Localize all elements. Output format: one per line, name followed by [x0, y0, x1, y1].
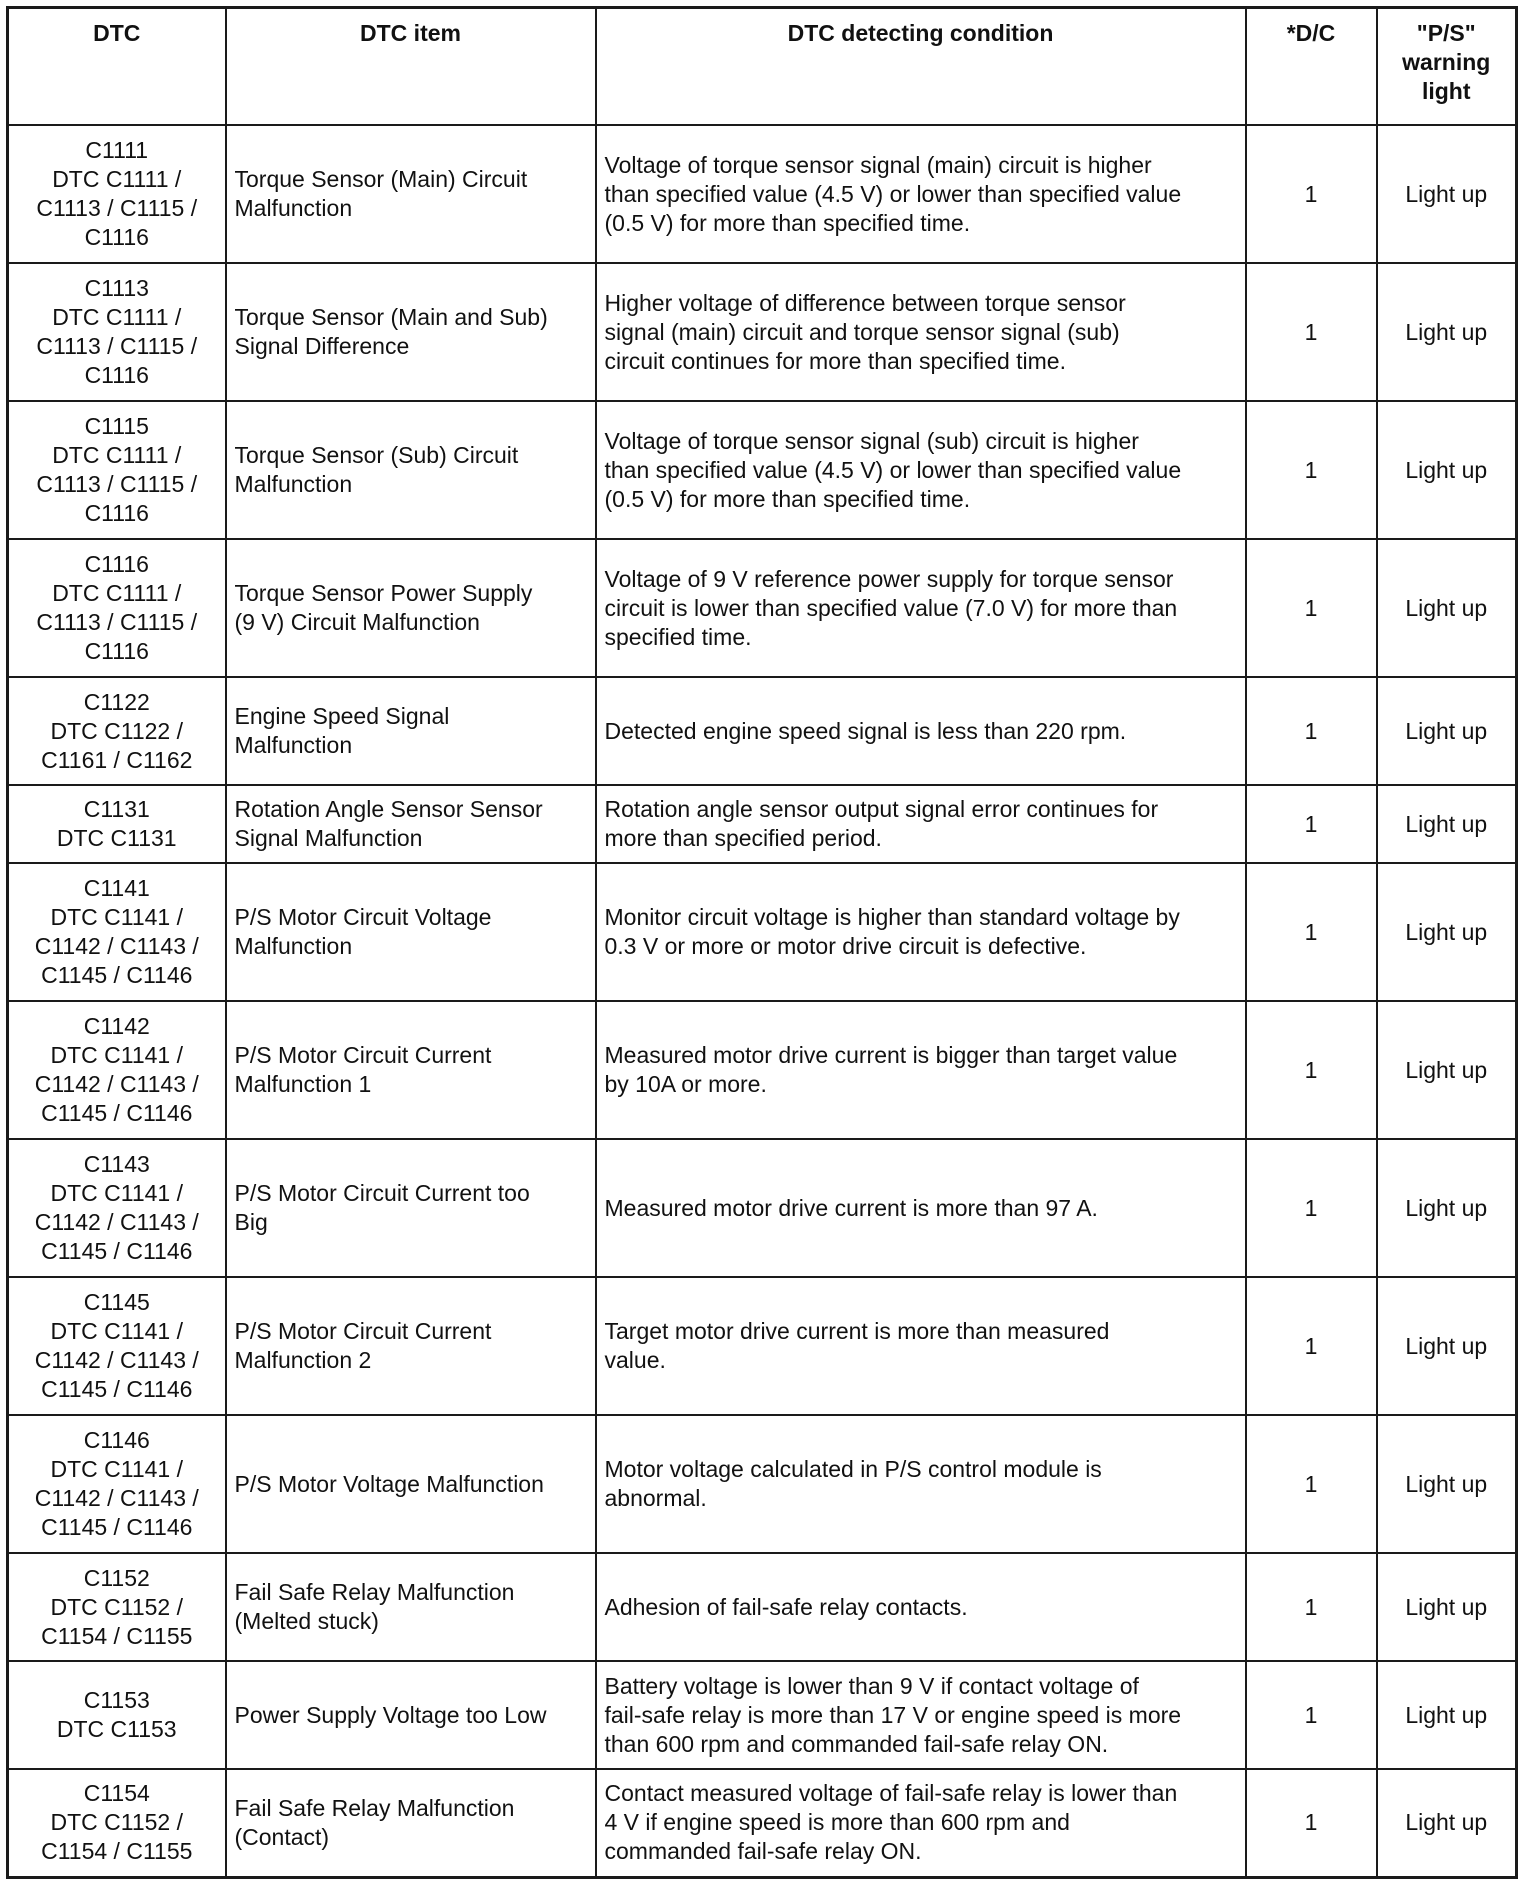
detecting-condition-cell-line: more than specified period. [604, 825, 882, 851]
dtc-item-cell-line: Signal Malfunction [234, 825, 423, 851]
detecting-condition-cell-line: than 600 rpm and commanded fail-safe relay ON. [604, 1730, 1109, 1757]
table-row [8, 539, 1517, 677]
dc-cell: 1 [1246, 539, 1377, 677]
detecting-condition-cell [596, 1553, 1246, 1661]
dtc-item-cell-line: (9 V) Circuit Malfunction [234, 609, 480, 635]
dtc-code-cell-line: C1145 / C1146 [41, 1376, 193, 1402]
dtc-item-cell-line: Malfunction [234, 933, 353, 959]
dtc-item-cell [226, 125, 596, 263]
dtc-code-cell-line: C1142 [83, 1013, 150, 1039]
dc-cell: 1 [1246, 785, 1377, 863]
dtc-item-cell [226, 539, 596, 677]
table-row [8, 1139, 1517, 1277]
dtc-code-cell-line: C1154 [83, 1780, 150, 1807]
dtc-item-cell [226, 1769, 596, 1877]
dtc-code-cell [8, 1661, 226, 1769]
dtc-item-cell [226, 401, 596, 539]
detecting-condition-cell-line: commanded fail-safe relay ON. [604, 1838, 922, 1865]
header-row [8, 8, 1517, 126]
dtc-code-cell-line: DTC C1153 [56, 1716, 177, 1742]
dtc-code-cell-line: C1115 [84, 413, 149, 439]
detecting-condition-cell [596, 1769, 1246, 1877]
table-row [8, 1415, 1517, 1553]
dtc-item-cell [226, 785, 596, 863]
detecting-condition-cell-line: Motor voltage calculated in P/S control module is [604, 1456, 1102, 1482]
detecting-condition-cell-line: Contact measured voltage of fail-safe relay is lower than [604, 1780, 1178, 1807]
detecting-condition-cell [596, 1277, 1246, 1415]
dc-cell: 1 [1246, 1277, 1377, 1415]
detecting-condition-cell-line: Adhesion of fail-safe relay contacts. [604, 1593, 968, 1620]
detecting-condition-cell-line: (0.5 V) for more than specified time. [604, 209, 971, 236]
dc-cell: 1 [1246, 1139, 1377, 1277]
warning-light-cell: Light up [1377, 1769, 1517, 1877]
detecting-condition-cell-line: Monitor circuit voltage is higher than standard voltage by [604, 904, 1180, 930]
dtc-code-cell [8, 1277, 226, 1415]
warning-light-cell: Light up [1377, 263, 1517, 401]
dtc-code-cell-line: DTC C1111 / [52, 580, 182, 606]
dtc-code-cell [8, 539, 226, 677]
dtc-code-cell-line: C1161 / C1162 [41, 746, 193, 773]
detecting-condition-cell-line: than specified value (4.5 V) or lower than specified value [604, 456, 1182, 483]
detecting-condition-cell-line: specified time. [604, 623, 752, 650]
detecting-condition-cell-line: 0.3 V or more or motor drive circuit is defective. [604, 933, 1087, 959]
dtc-code-cell [8, 1769, 226, 1877]
dtc-code-cell-line: C1142 / C1143 / [34, 1209, 199, 1235]
dtc-table-body [8, 125, 1517, 1877]
table-row [8, 263, 1517, 401]
dtc-code-cell-line: C1143 [83, 1151, 150, 1177]
dtc-item-cell-line: (Contact) [234, 1823, 330, 1850]
table-row [8, 785, 1517, 863]
dtc-item-cell-line: Power Supply Voltage too Low [234, 1701, 547, 1728]
dtc-item-cell [226, 1661, 596, 1769]
table-row [8, 1769, 1517, 1877]
dtc-code-cell-line: C1153 [83, 1687, 150, 1713]
table-row [8, 863, 1517, 1001]
dtc-item-cell-line: Malfunction [234, 195, 353, 221]
dtc-code-cell-line: C1113 / C1115 / [36, 333, 198, 359]
dtc-code-cell-line: DTC C1111 / [52, 166, 182, 192]
dtc-item-cell [226, 1277, 596, 1415]
dtc-item-cell-line: Malfunction [234, 732, 353, 758]
dtc-item-cell-line: Malfunction 2 [234, 1347, 372, 1373]
dtc-code-cell-line: C1152 [83, 1564, 150, 1591]
warning-light-cell: Light up [1377, 785, 1517, 863]
detecting-condition-cell [596, 263, 1246, 401]
detecting-condition-cell-line: circuit is lower than specified value (7.0 V) for more than [604, 594, 1178, 621]
detecting-condition-cell-line: signal (main) circuit and torque sensor signal (sub) [604, 318, 1120, 345]
dtc-item-cell-line: Rotation Angle Sensor Sensor [234, 796, 543, 822]
detecting-condition-cell-line: Higher voltage of difference between torque sensor [604, 289, 1126, 316]
warning-light-cell: Light up [1377, 539, 1517, 677]
dtc-item-cell-line: Malfunction [234, 471, 353, 497]
detecting-condition-cell-line: Voltage of torque sensor signal (sub) circuit is higher [604, 427, 1139, 454]
detecting-condition-cell-line: Measured motor drive current is more than 97 A. [604, 1194, 1098, 1221]
dtc-item-cell-line: Malfunction 1 [234, 1071, 372, 1097]
dtc-code-cell-line: C1116 [84, 638, 149, 664]
dc-cell: 1 [1246, 263, 1377, 401]
dtc-code-cell-line: C1142 / C1143 / [34, 1485, 199, 1511]
dtc-code-cell-line: C1154 / C1155 [41, 1622, 193, 1649]
header-detecting-condition: DTC detecting condition [596, 8, 1246, 126]
dtc-item-cell-line: Big [234, 1209, 268, 1235]
dc-cell: 1 [1246, 401, 1377, 539]
detecting-condition-cell-line: value. [604, 1347, 666, 1373]
dtc-code-cell-line: C1154 / C1155 [41, 1838, 193, 1865]
dtc-code-cell-line: C1145 / C1146 [41, 1238, 193, 1264]
table-row [8, 1001, 1517, 1139]
detecting-condition-cell [596, 863, 1246, 1001]
dtc-code-cell [8, 263, 226, 401]
dtc-item-cell-line: Engine Speed Signal [234, 703, 450, 729]
dtc-table-container [6, 6, 1518, 1879]
header-warning-light-line: light [1421, 78, 1471, 104]
detecting-condition-cell-line: (0.5 V) for more than specified time. [604, 485, 971, 512]
header-dtc: DTC [8, 8, 226, 126]
warning-light-cell: Light up [1377, 1415, 1517, 1553]
dtc-item-cell [226, 263, 596, 401]
table-row [8, 1553, 1517, 1661]
detecting-condition-cell [596, 1661, 1246, 1769]
dtc-code-cell-line: DTC C1141 / [50, 1318, 183, 1344]
dtc-code-cell [8, 1553, 226, 1661]
dtc-code-cell [8, 1415, 226, 1553]
detecting-condition-cell [596, 677, 1246, 785]
dtc-code-cell-line: DTC C1141 / [50, 1042, 183, 1068]
dtc-code-cell-line: DTC C1131 [56, 825, 177, 851]
dtc-code-cell-line: C1145 / C1146 [41, 1100, 193, 1126]
table-row [8, 677, 1517, 785]
table-row [8, 401, 1517, 539]
dtc-code-cell [8, 1139, 226, 1277]
dtc-item-cell [226, 1139, 596, 1277]
dc-cell: 1 [1246, 1001, 1377, 1139]
warning-light-cell: Light up [1377, 677, 1517, 785]
dtc-code-cell-line: C1145 [83, 1289, 150, 1315]
dtc-code-cell [8, 785, 226, 863]
dtc-code-cell-line: C1141 [83, 875, 150, 901]
dtc-item-cell [226, 677, 596, 785]
dtc-item-cell-line: Signal Difference [234, 333, 410, 359]
dtc-item-cell-line: Fail Safe Relay Malfunction [234, 1579, 515, 1605]
dtc-code-cell-line: C1131 [83, 796, 150, 822]
dc-cell: 1 [1246, 863, 1377, 1001]
detecting-condition-cell-line: Target motor drive current is more than measured [604, 1318, 1110, 1344]
warning-light-cell: Light up [1377, 1553, 1517, 1661]
dtc-code-cell-line: DTC C1141 / [50, 904, 183, 930]
dtc-item-cell-line: P/S Motor Circuit Current [234, 1042, 492, 1068]
detecting-condition-cell-line: fail-safe relay is more than 17 V or engine speed is more [604, 1701, 1182, 1728]
dtc-code-cell-line: C1113 [84, 275, 149, 301]
dtc-code-cell-line: C1122 [83, 688, 150, 715]
table-row [8, 1277, 1517, 1415]
header-warning-light [1377, 8, 1517, 126]
dtc-code-cell-line: DTC C1111 / [52, 442, 182, 468]
detecting-condition-cell [596, 125, 1246, 263]
dtc-item-cell-line: P/S Motor Circuit Current too [234, 1180, 530, 1206]
dtc-code-cell-line: C1116 [84, 500, 149, 526]
dtc-code-cell-line: C1111 [85, 137, 149, 163]
dtc-code-cell [8, 863, 226, 1001]
warning-light-cell: Light up [1377, 125, 1517, 263]
detecting-condition-cell-line: Detected engine speed signal is less than 220 rpm. [604, 717, 1127, 744]
detecting-condition-cell-line: Battery voltage is lower than 9 V if contact voltage of [604, 1672, 1139, 1699]
warning-light-cell: Light up [1377, 401, 1517, 539]
dc-cell: 1 [1246, 1769, 1377, 1877]
dtc-code-cell [8, 125, 226, 263]
detecting-condition-cell-line: circuit continues for more than specified time. [604, 347, 1066, 374]
dtc-item-cell-line: (Melted stuck) [234, 1608, 379, 1634]
dtc-item-cell [226, 863, 596, 1001]
detecting-condition-cell-line: 4 V if engine speed is more than 600 rpm and [604, 1809, 1070, 1836]
dtc-code-cell-line: C1113 / C1115 / [36, 609, 198, 635]
warning-light-cell: Light up [1377, 1277, 1517, 1415]
dtc-item-cell-line: Torque Sensor (Main and Sub) [234, 304, 548, 330]
dtc-code-cell-line: C1116 [84, 551, 149, 577]
detecting-condition-cell-line: Rotation angle sensor output signal error continues for [604, 796, 1159, 822]
dtc-item-cell-line: P/S Motor Voltage Malfunction [234, 1470, 544, 1497]
dtc-item-cell [226, 1553, 596, 1661]
detecting-condition-cell-line: abnormal. [604, 1485, 707, 1511]
detecting-condition-cell-line: Voltage of 9 V reference power supply for torque sensor [604, 565, 1174, 592]
dtc-code-cell-line: C1113 / C1115 / [36, 195, 198, 221]
dtc-item-cell-line: P/S Motor Circuit Current [234, 1318, 492, 1344]
detecting-condition-cell [596, 539, 1246, 677]
detecting-condition-cell-line: Measured motor drive current is bigger than target value [604, 1042, 1178, 1068]
warning-light-cell: Light up [1377, 863, 1517, 1001]
dtc-code-cell-line: C1142 / C1143 / [34, 933, 199, 959]
dc-cell: 1 [1246, 1415, 1377, 1553]
dc-cell: 1 [1246, 1661, 1377, 1769]
detecting-condition-cell [596, 401, 1246, 539]
detecting-condition-cell [596, 1001, 1246, 1139]
dtc-code-cell-line: C1116 [84, 362, 149, 388]
dtc-item-cell-line: Torque Sensor (Sub) Circuit [234, 442, 519, 468]
dtc-code-cell-line: C1145 / C1146 [41, 1514, 193, 1540]
dtc-item-cell-line: Fail Safe Relay Malfunction [234, 1794, 515, 1821]
detecting-condition-cell-line: by 10A or more. [604, 1071, 767, 1097]
detecting-condition-cell-line: Voltage of torque sensor signal (main) circuit is higher [604, 151, 1152, 178]
dtc-code-cell-line: C1145 / C1146 [41, 962, 193, 988]
warning-light-cell: Light up [1377, 1139, 1517, 1277]
detecting-condition-cell [596, 1139, 1246, 1277]
dtc-item-cell-line: Torque Sensor (Main) Circuit [234, 166, 528, 192]
dtc-code-cell-line: C1146 [83, 1427, 150, 1453]
detecting-condition-cell [596, 1415, 1246, 1553]
header-dc: *D/C [1246, 8, 1377, 126]
dtc-code-cell-line: DTC C1152 / [50, 1809, 183, 1836]
dtc-code-cell-line: C1142 / C1143 / [34, 1071, 199, 1097]
dtc-table [6, 6, 1518, 1879]
dtc-code-cell-line: DTC C1141 / [50, 1456, 183, 1482]
table-row [8, 125, 1517, 263]
dtc-code-cell-line: C1142 / C1143 / [34, 1347, 199, 1373]
dtc-code-cell-line: DTC C1111 / [52, 304, 182, 330]
dtc-code-cell [8, 401, 226, 539]
dtc-code-cell-line: DTC C1152 / [50, 1593, 183, 1620]
header-dtc-item: DTC item [226, 8, 596, 126]
dtc-item-cell-line: Torque Sensor Power Supply [234, 580, 533, 606]
dtc-item-cell [226, 1001, 596, 1139]
dtc-code-cell-line: DTC C1122 / [50, 717, 183, 744]
dc-cell: 1 [1246, 677, 1377, 785]
dtc-code-cell-line: C1113 / C1115 / [36, 471, 198, 497]
warning-light-cell: Light up [1377, 1001, 1517, 1139]
header-warning-light-line: "P/S" [1416, 20, 1476, 46]
dc-cell: 1 [1246, 125, 1377, 263]
dtc-code-cell [8, 677, 226, 785]
table-row [8, 1661, 1517, 1769]
header-warning-light-line: warning [1402, 49, 1491, 75]
detecting-condition-cell-line: than specified value (4.5 V) or lower than specified value [604, 180, 1182, 207]
dtc-item-cell [226, 1415, 596, 1553]
dtc-code-cell-line: DTC C1141 / [50, 1180, 183, 1206]
dtc-item-cell-line: P/S Motor Circuit Voltage [234, 904, 492, 930]
detecting-condition-cell [596, 785, 1246, 863]
dtc-code-cell-line: C1116 [84, 224, 149, 250]
dtc-code-cell [8, 1001, 226, 1139]
dc-cell: 1 [1246, 1553, 1377, 1661]
warning-light-cell: Light up [1377, 1661, 1517, 1769]
